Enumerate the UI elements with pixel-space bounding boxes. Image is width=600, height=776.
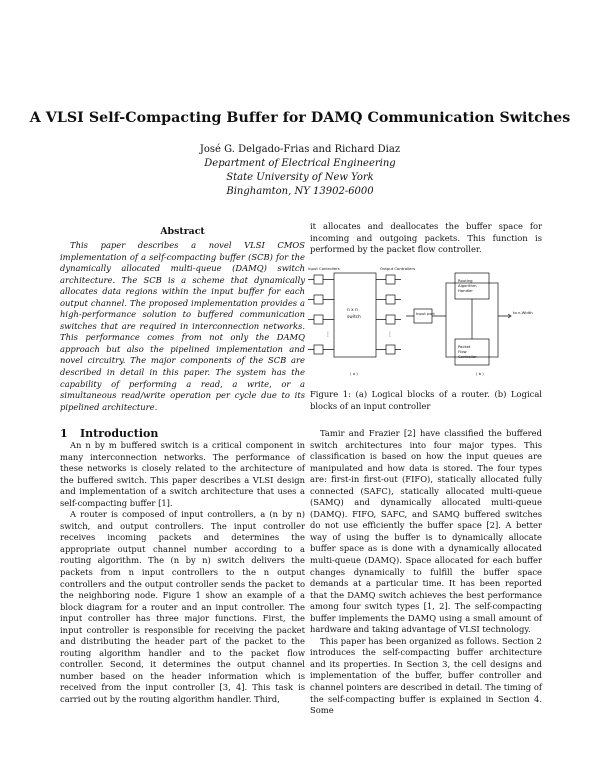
authors: José G. Delgado-Frias and Richard Diaz: [199, 144, 401, 155]
ellipsis-left: ⋮: [325, 331, 331, 338]
paper-title: A VLSI Self-Compacting Buffer for DAMQ Communication Switches: [29, 110, 571, 126]
label-routing-2: Algorithm: [458, 283, 477, 288]
output-controller-box: [386, 345, 395, 354]
section-number: 1: [60, 427, 68, 440]
label-routing-1: Routing: [458, 278, 473, 283]
label-routing-3: Handler: [458, 288, 473, 293]
right-paragraph-1: Tamir and Frazier [2] have classified the buffered switch architectures into four major types. This classification is based on how the input queues are manipulated and how data is stored. The four types are: first-in first-out (FIFO), statically allocated fully connected (SAFC), statically allocated multi-queue (SAMQ) and dynamically allocated multi-queue (DAMQ). FIFO, SAFC, and SAMQ buffered switches do not use efficiently the buffer space [2]. A better way of using the buffer is to dynamically allocate buffer space as is done with a dynamically allocated multi-queue (DAMQ). Space allocated for each buffer changes dynamically to fulfill the buffer space demands at a particular time. It has been reported that the DAMQ switch achieves the best performance among four switch types [1, 2]. The self-compacting buffer implements the DAMQ using a small amount of hardware and taking advantage of VLSI technology.: [310, 428, 542, 635]
input-controller-box: [314, 345, 323, 354]
abstract-body: [60, 240, 305, 413]
affiliation-university: State University of New York: [226, 172, 374, 183]
label-output: to n-Width: [513, 310, 533, 315]
label-b: ( b ): [476, 371, 484, 376]
output-controller-box: [386, 275, 395, 284]
affiliation-address: Binghamton, NY 13902-6000: [226, 186, 374, 197]
input-controller-box: [314, 315, 323, 324]
output-wires: [376, 280, 401, 350]
label-input-port: Input port: [416, 311, 435, 316]
input-wires: [308, 280, 334, 350]
figure-1-diagram: [306, 265, 546, 377]
output-controller-box: [386, 315, 395, 324]
input-controller-box: [314, 295, 323, 304]
output-controller-box: [386, 295, 395, 304]
label-switch-2: switch: [347, 315, 361, 320]
figure-1: [306, 265, 546, 377]
section-title: Introduction: [80, 427, 159, 440]
label-output-controllers: Output Controllers: [380, 266, 416, 271]
section-heading: [60, 427, 158, 440]
label-switch-1: n x n: [347, 308, 358, 313]
label-input-controllers: Input Controllers: [308, 266, 340, 271]
intro-paragraph-2: A router is composed of input controllers, a (n by n) switch, and output controllers. The input controller receives incoming packets and determines the appropriate output channel number according to a routing algorithm. The (n by n) switch delivers the packets from n input controllers to the n output controllers and the output controller sends the packet to the neighboring node. Figure 1 show an example of a block diagram for a router and an input controller. The input controller has three major functions. First, the input controller is responsible for receiving the packet and distributing the header part of the packet to the routing algorithm handler and to the packet flow controller. Second, it determines the output channel number based on the header information which is received from the input controller [3, 4]. This task is carried out by the routing algorithm handler. Third,: [60, 509, 305, 705]
right-column-top-text: [310, 221, 542, 256]
label-a: ( a ): [350, 371, 358, 376]
figure-caption-text: Figure 1: (a) Logical blocks of a router. (b) Logical blocks of an input controller: [310, 389, 542, 411]
affiliation-department: Department of Electrical Engineering: [204, 158, 396, 169]
right-top-paragraph: it allocates and deallocates the buffer space for incoming and outgoing packets. This function is performed by the packet flow controller.: [310, 221, 542, 255]
label-pfc-1: Packet: [458, 344, 471, 349]
introduction-body: [60, 440, 305, 706]
ellipsis-right: ⋮: [387, 331, 393, 338]
intro-paragraph-1: An n by m buffered switch is a critical component in many interconnection networks. The performance of these networks is closely related to the architecture of the buffered switch. This paper describes a VLSI design and implementation of a switch architecture that uses a self-compacting buffer [1].: [60, 440, 305, 508]
figure-caption: [310, 389, 542, 412]
controller-wires: [406, 299, 510, 339]
right-column-body: [310, 428, 542, 717]
abstract-text: This paper describes a novel VLSI CMOS implementation of a self-compacting buffer (SCB) for the dynamically allocated multi-queue (DAMQ) switch architecture. The SCB is a scheme that dynamically allocates data regions within the input buffer for each output channel. The proposed implementation provides a high-performance solution to buffered communication switches that are required in interconnection networks. This performance comes from not only the DAMQ approach but also the pipelined implementation and novel circuitry. The major components of the SCB are described in detail in this paper. The system has the capability of performing a read, a write, or a simultaneous read/write operation per cycle due to its pipelined architecture.: [60, 240, 305, 412]
label-pfc-2: Flow: [458, 349, 467, 354]
abstract-heading: Abstract: [160, 226, 205, 237]
label-pfc-3: Controller: [458, 354, 477, 359]
input-controller-box: [314, 275, 323, 284]
right-paragraph-2: This paper has been organized as follows. Section 2 introduces the self-compacting buffer architecture and its properties. In Section 3, the cell designs and implementation of the buffer, buffer controller and channel pointers are described in detail. The timing of the self-compacting buffer is explained in Section 4. Some: [310, 635, 542, 716]
